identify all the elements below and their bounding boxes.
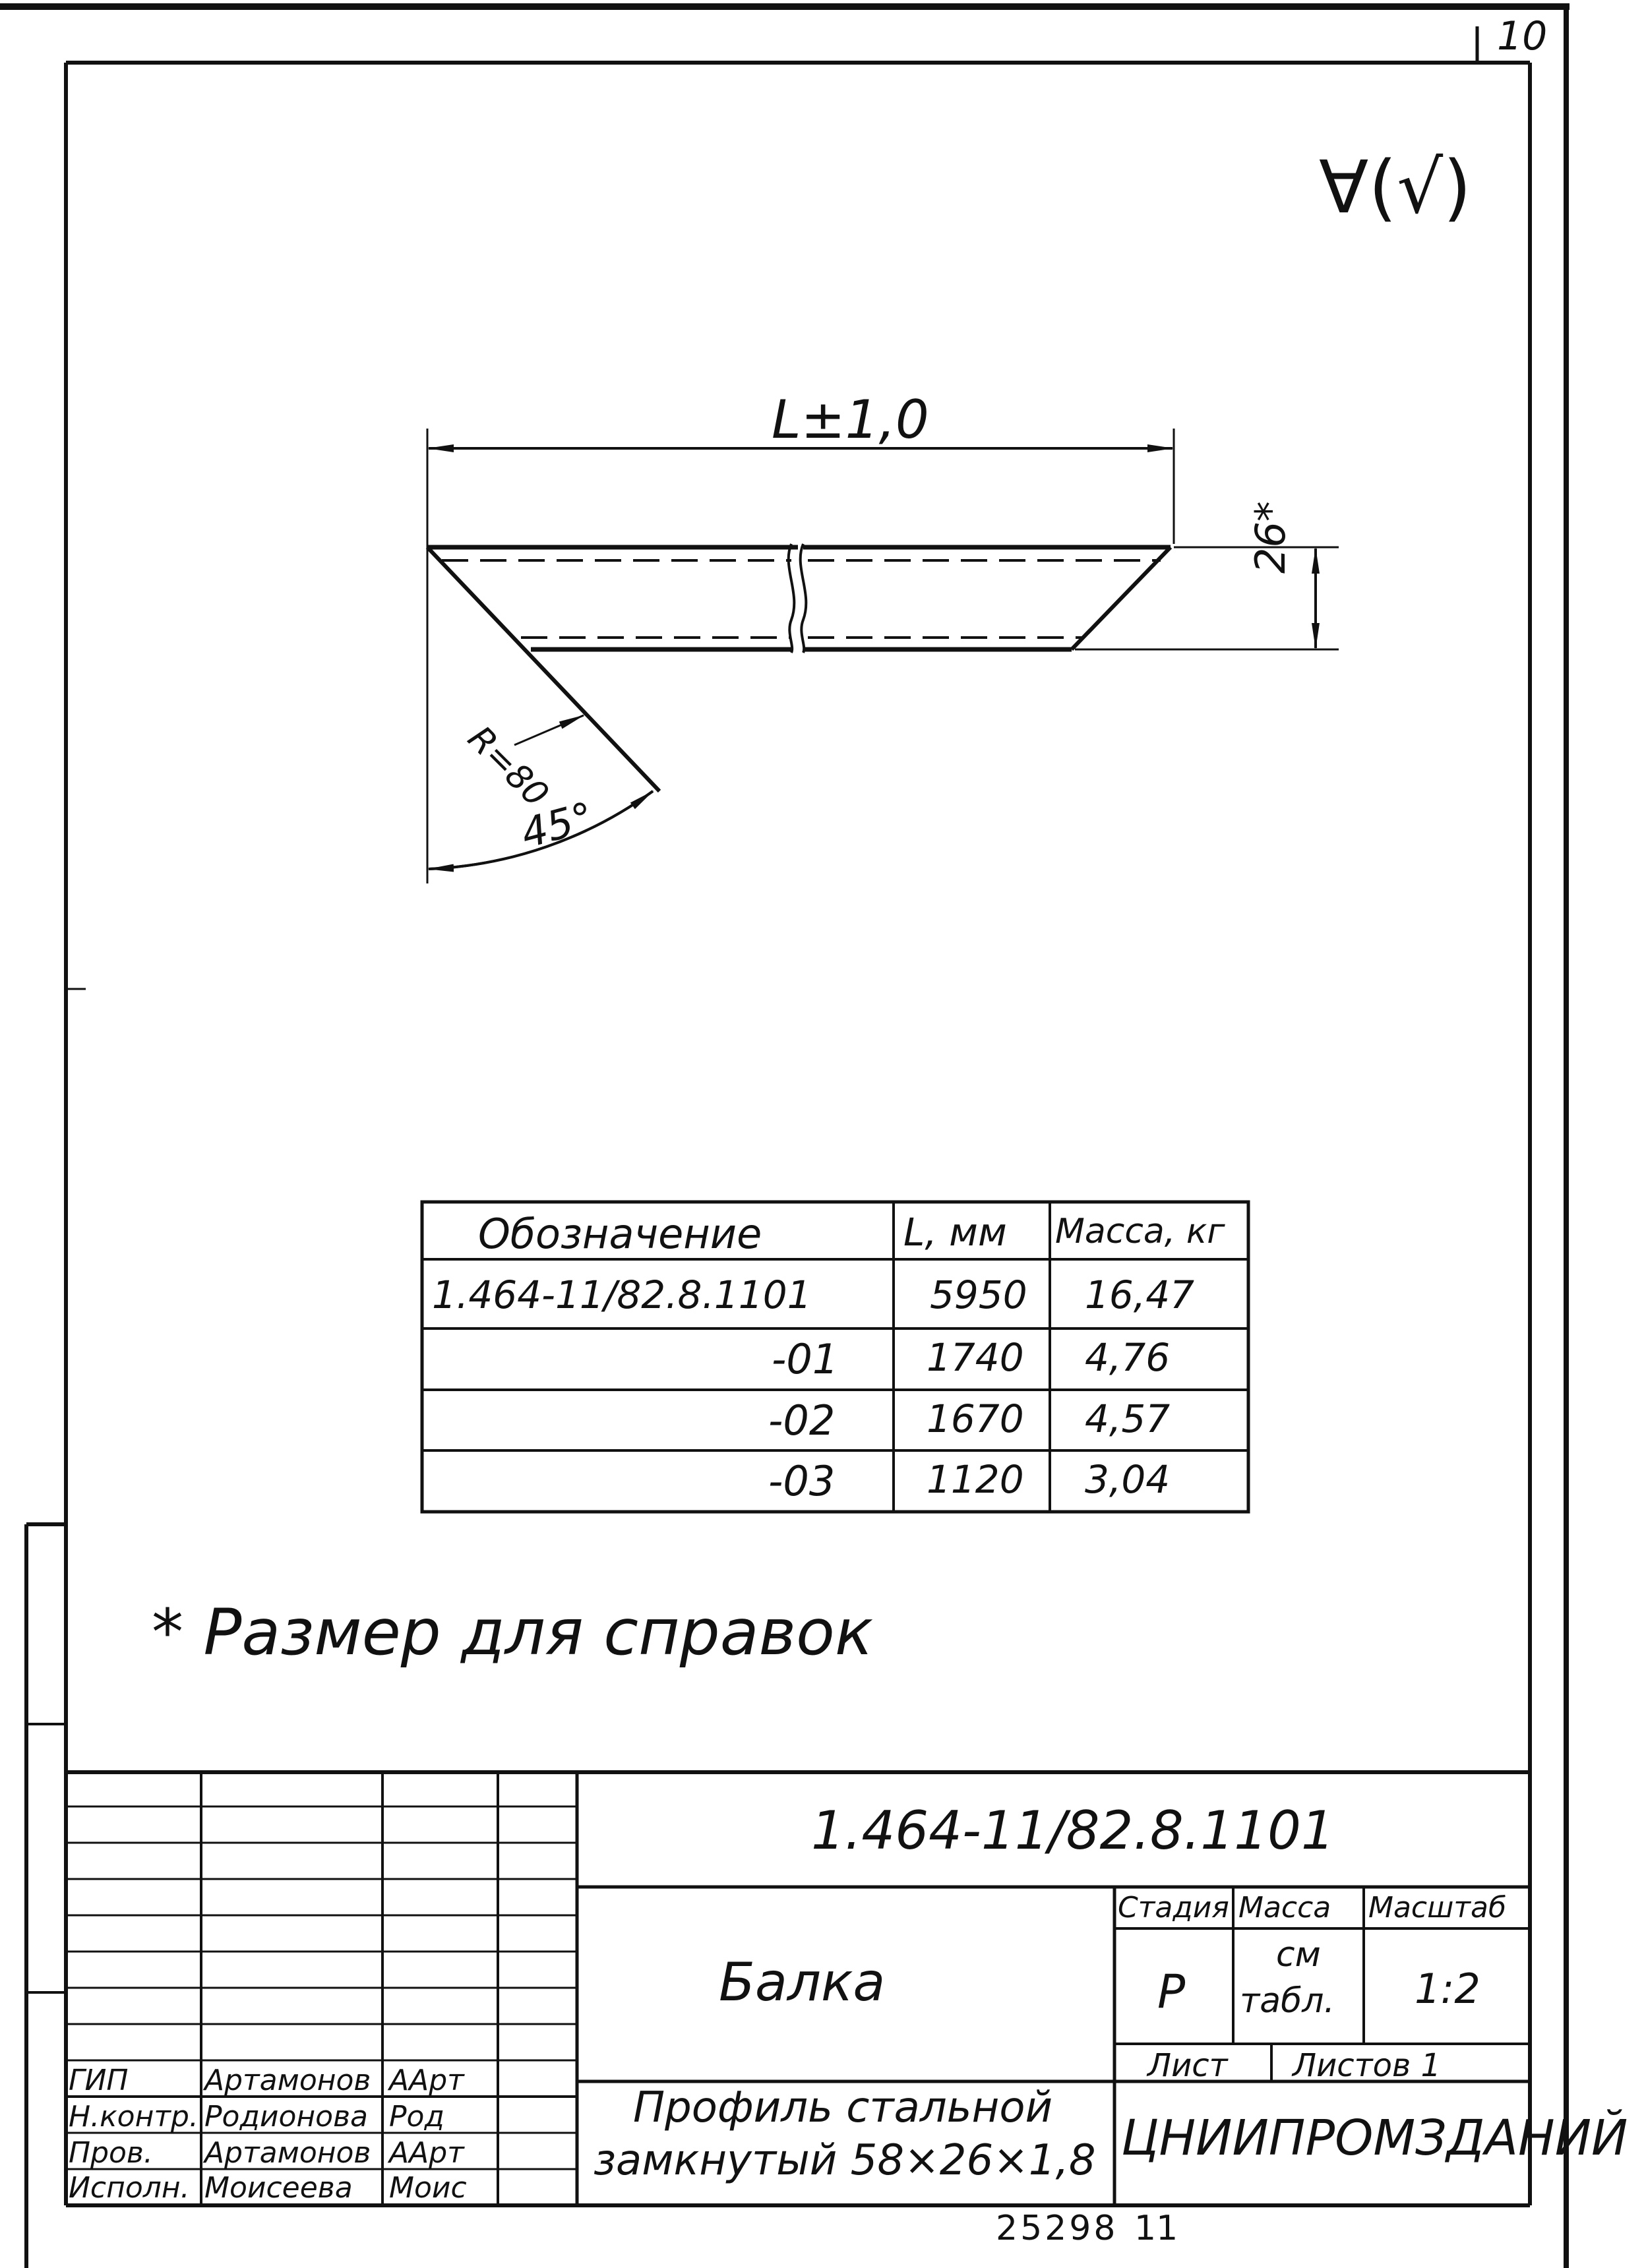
height-dimension-label: 26* xyxy=(1246,501,1295,574)
mass-value-line1: см xyxy=(1276,1935,1321,1975)
signature-role: Н.контр. xyxy=(69,2100,198,2134)
sheets-label: Листов 1 xyxy=(1293,2047,1442,2084)
spec-header-designation: Обозначение xyxy=(478,1210,762,1258)
spec-row-designation: -03 xyxy=(768,1457,836,1505)
scale-value: 1:2 xyxy=(1415,1965,1480,2013)
signature-role: ГИП xyxy=(69,2064,129,2097)
spec-row-length: 5950 xyxy=(930,1272,1027,1317)
organization: ЦНИИПРОМЗДАНИЙ xyxy=(1121,2110,1628,2166)
spec-row-designation: -01 xyxy=(772,1335,839,1383)
scale-header: Масштаб xyxy=(1368,1891,1507,1925)
radius-label: R=80 xyxy=(460,719,557,815)
mass-value-line2: табл. xyxy=(1240,1981,1335,2021)
signature-role: Исполн. xyxy=(69,2171,190,2205)
document-code: 1.464-11/82.8.1101 xyxy=(811,1800,1335,1861)
material-line1: Профиль стальной xyxy=(633,2083,1053,2132)
footer-sheet-number: 11 xyxy=(1134,2209,1178,2248)
signature-sign: Моис xyxy=(389,2171,467,2205)
mass-header: Масса xyxy=(1238,1891,1331,1925)
spec-row-designation: -02 xyxy=(768,1396,836,1445)
surface-finish-mark: ∀(√) xyxy=(1319,145,1472,229)
reference-note: * Размер для справок xyxy=(152,1596,873,1669)
material-line2: замкнутый 58×26×1,8 xyxy=(594,2136,1096,2185)
spec-header-length: L, мм xyxy=(903,1210,1007,1255)
stage-value: Р xyxy=(1157,1965,1186,2019)
spec-row-mass: 4,57 xyxy=(1085,1396,1171,1441)
spec-row-mass: 16,47 xyxy=(1085,1272,1195,1317)
spec-row-mass: 3,04 xyxy=(1085,1457,1171,1502)
stage-header: Стадия xyxy=(1118,1891,1229,1925)
signature-sign: ААрт xyxy=(389,2136,464,2170)
length-dimension-label: L±1,0 xyxy=(772,389,929,450)
signature-role: Пров. xyxy=(69,2136,153,2170)
spec-row-length: 1670 xyxy=(927,1396,1024,1441)
part-name: Балка xyxy=(719,1952,886,2013)
page-number: 10 xyxy=(1497,13,1548,59)
spec-row-length: 1740 xyxy=(927,1335,1024,1380)
spec-row-length: 1120 xyxy=(927,1457,1024,1502)
signature-name: Родионова xyxy=(204,2100,368,2134)
signature-name: Моисеева xyxy=(204,2171,353,2205)
inventory-number: 25298 xyxy=(996,2209,1118,2248)
spec-row-designation: 1.464-11/82.8.1101 xyxy=(432,1272,812,1317)
signature-name: Артамонов xyxy=(204,2136,371,2170)
signature-sign: Род xyxy=(389,2100,444,2134)
signature-name: Артамонов xyxy=(204,2064,371,2097)
sheet-label: Лист xyxy=(1147,2047,1228,2084)
spec-row-mass: 4,76 xyxy=(1085,1335,1171,1380)
spec-header-mass: Масса, кг xyxy=(1055,1212,1225,1251)
angle-label: 45° xyxy=(516,792,599,858)
signature-sign: ААрт xyxy=(389,2064,464,2097)
